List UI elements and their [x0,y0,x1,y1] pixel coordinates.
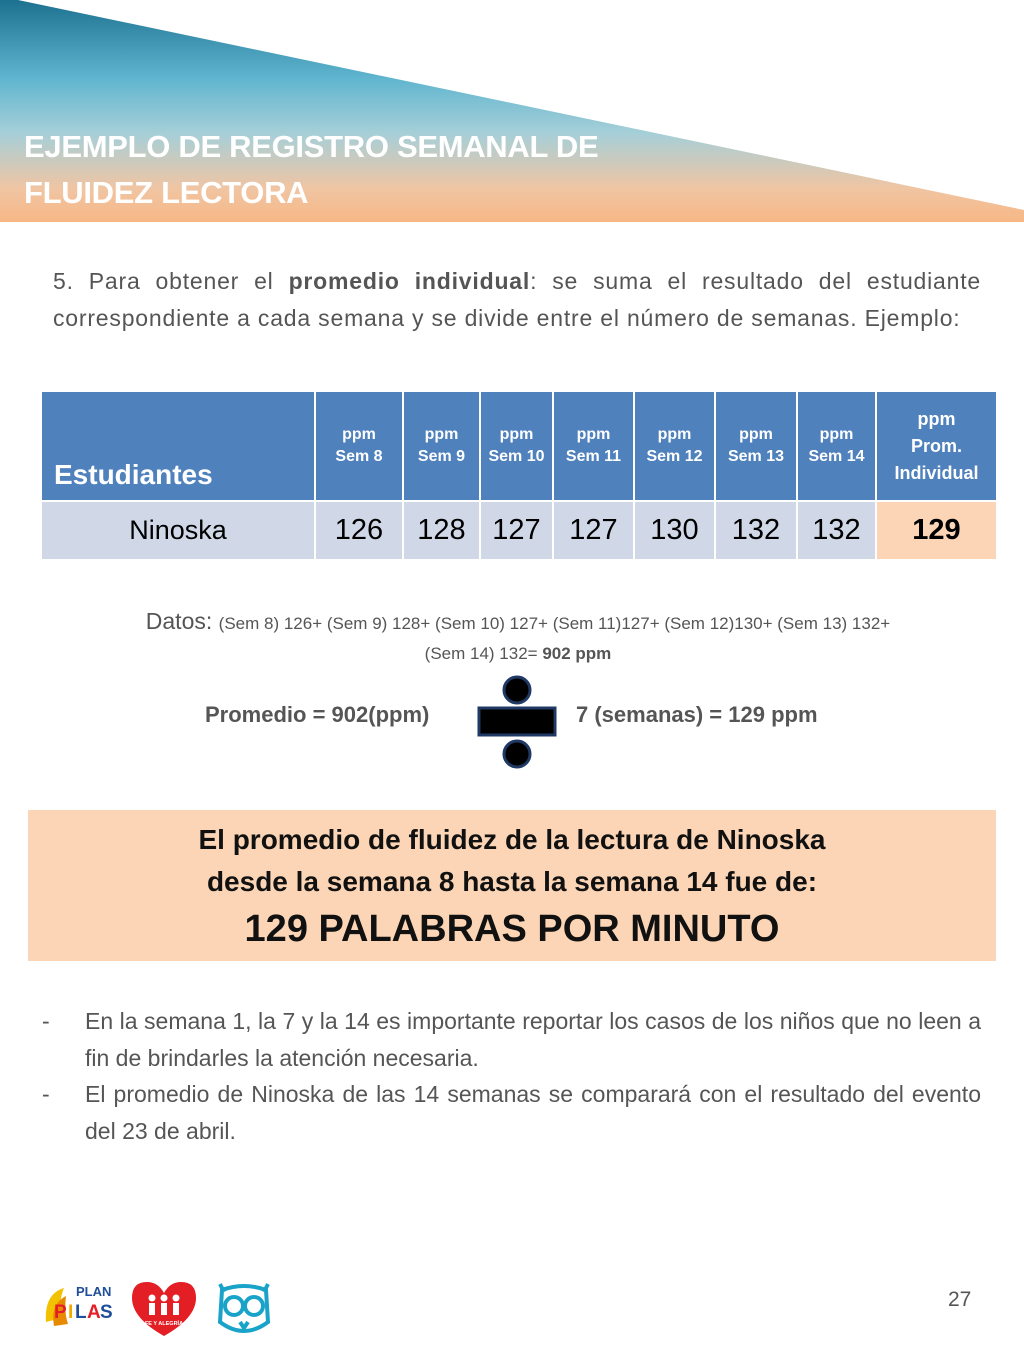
header-sem-8: ppm Sem 8 [315,391,403,501]
header-sem-13: ppm Sem 13 [715,391,797,501]
intro-suffix: : se suma el resultado del estudiante correspondiente a cada semana y se divide entre el número de semanas. Ejemplo: [53,268,981,331]
cell-sem-13: 132 [715,501,797,560]
header-sem-14: ppm Sem 14 [797,391,876,501]
cell-sem-11: 127 [553,501,634,560]
svg-text:PLAN: PLAN [76,1284,112,1299]
notes-list [40,1003,981,1149]
result-headline: 129 PALABRAS POR MINUTO [244,908,780,950]
header-sem-11: ppm Sem 11 [553,391,634,501]
table-header-row [41,391,997,501]
header-sem-10: ppm Sem 10 [480,391,553,501]
cell-sem-12: 130 [634,501,715,560]
cell-sem-9: 128 [403,501,480,560]
svg-text:L: L [75,1302,87,1323]
header-average: ppm Prom. Individual [876,391,997,501]
svg-text:I: I [68,1302,74,1323]
result-line-1: El promedio de fluidez de la lectura de Ninoska [198,824,826,855]
result-box [28,810,996,961]
header-sem-12: ppm Sem 12 [634,391,715,501]
cell-average: 129 [876,501,997,560]
cell-sem-14: 132 [797,501,876,560]
result-line-2: desde la semana 8 hasta la semana 14 fue de: [206,866,818,897]
data-line-2: (Sem 14) 132= [424,644,543,663]
cell-sem-10: 127 [480,501,553,560]
header-sem-9: ppm Sem 9 [403,391,480,501]
formula-left: Promedio = 902(ppm) [205,702,430,727]
svg-text:FE Y ALEGRÍA: FE Y ALEGRÍA [144,1321,184,1327]
intro-paragraph [53,263,981,337]
fe-y-alegria-logo [132,1282,196,1336]
title-line-2: FLUIDEZ LECTORA [24,175,309,210]
data-label: Datos: [145,608,219,634]
page-title [24,124,598,216]
svg-text:A: A [87,1302,101,1323]
data-calculation [40,606,996,669]
owl-logo-icon [220,1284,268,1331]
intro-prefix: 5. Para obtener el [53,268,289,294]
intro-bold: promedio individual [288,268,531,294]
svg-text:S: S [100,1302,113,1323]
data-line-1: (Sem 8) 126+ (Sem 9) 128+ (Sem 10) 127+ (Sem 11)127+ (Sem 12)130+ (Sem 13) 132+ [218,614,891,633]
weekly-registry-table [40,390,998,561]
title-line-1: EJEMPLO DE REGISTRO SEMANAL DE [24,129,599,164]
cell-sem-8: 126 [315,501,403,560]
division-sign-icon [476,674,558,770]
formula-right: 7 (semanas) = 129 ppm [576,702,818,727]
header-students: Estudiantes [41,391,315,501]
list-item: - En la semana 1, la 7 y la 14 es importante reportar los casos de los niños que no leen a fin de brindarles la atención necesaria. [42,1008,981,1071]
data-total: 902 ppm [542,644,612,663]
page-number: 27 [948,1288,972,1311]
cell-student-name: Ninoska [41,501,315,560]
list-item: - El promedio de Ninoska de las 14 semanas se comparará con el resultado del evento del 23 de abril. [42,1081,981,1144]
table-row [41,501,997,560]
plan-pilas-logo [46,1284,113,1326]
footer-logos [40,1274,280,1344]
svg-text:P: P [54,1302,67,1323]
